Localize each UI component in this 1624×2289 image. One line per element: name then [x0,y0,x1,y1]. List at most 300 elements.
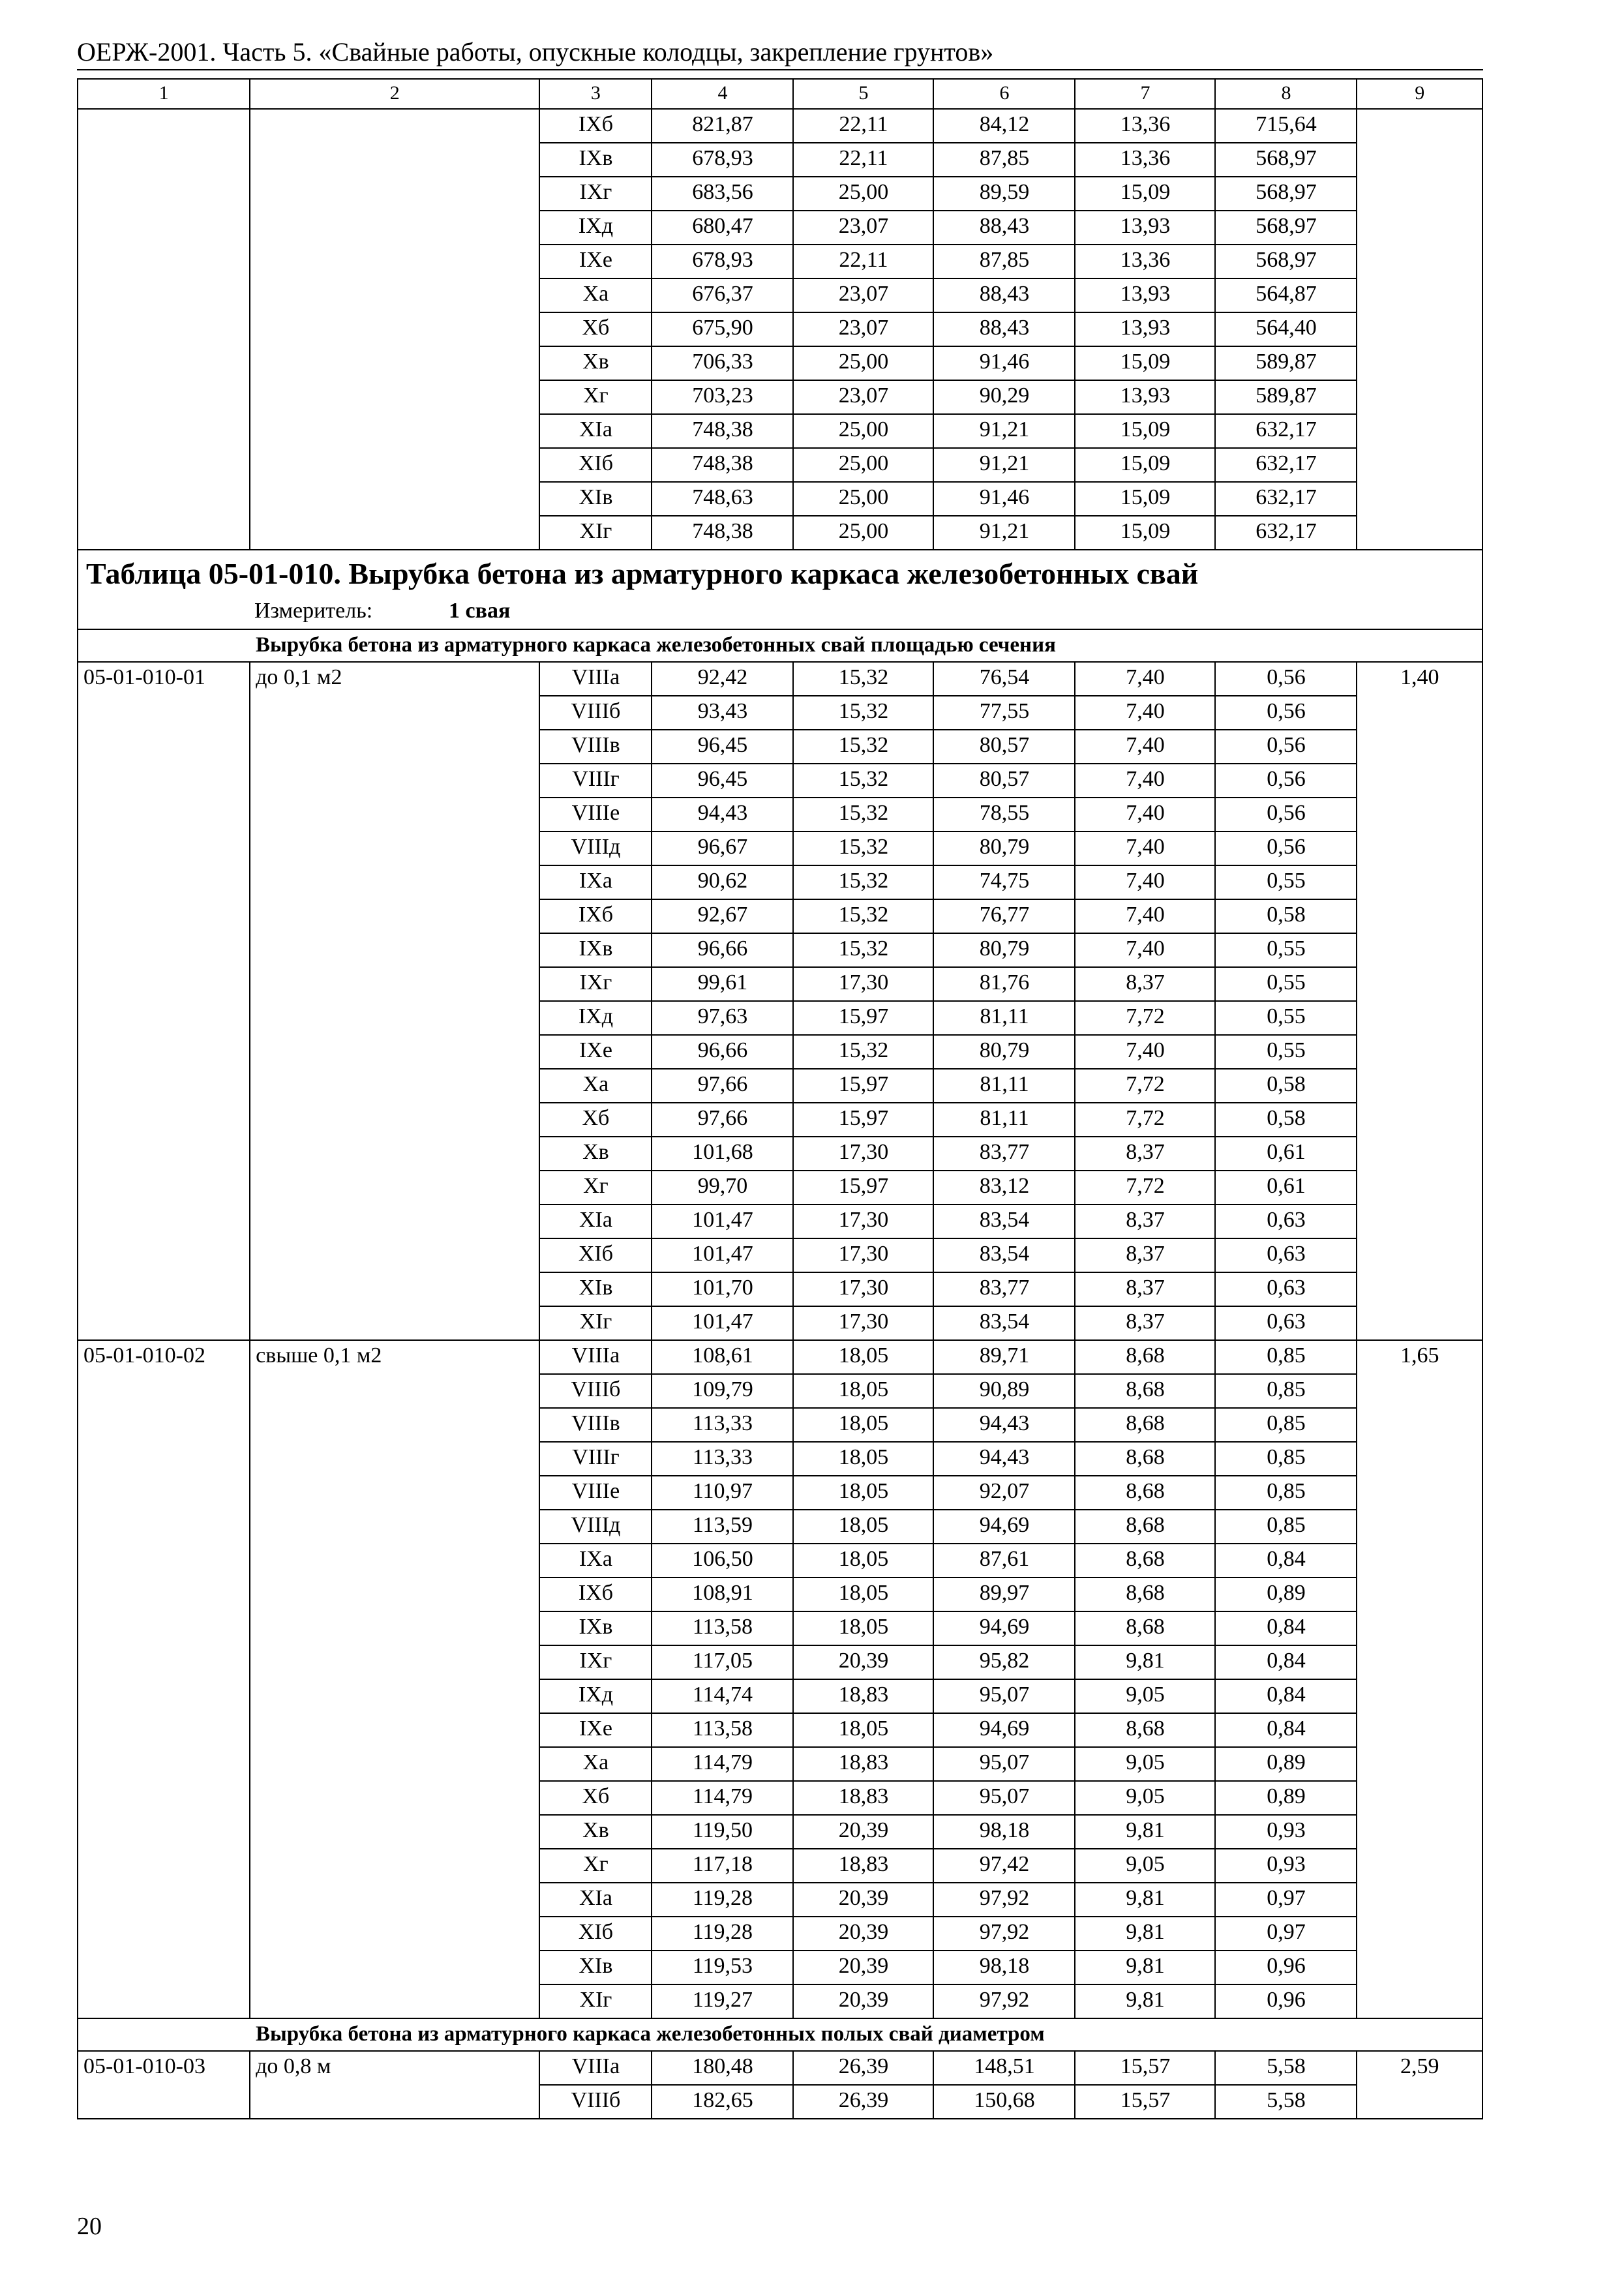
table-cell: 632,17 [1215,482,1357,516]
table-cell: 0,85 [1215,1374,1357,1408]
table-cell: 8,37 [1075,1204,1215,1238]
table-cell: 26,39 [793,2085,933,2119]
table-cell: 78,55 [933,798,1075,831]
table-cell: 148,51 [933,2051,1075,2085]
table-cell: 94,69 [933,1611,1075,1645]
table-cell: 83,54 [933,1204,1075,1238]
table-cell: 678,93 [652,245,793,278]
table-cell: 0,61 [1215,1137,1357,1171]
table-cell: 113,33 [652,1442,793,1476]
table-cell: VIIIг [539,764,652,798]
table-cell: 706,33 [652,346,793,380]
table-cell: Xб [539,312,652,346]
table-cell: 15,32 [793,662,933,696]
table-cell: VIIIб [539,2085,652,2119]
table-cell: VIIIг [539,1442,652,1476]
table-cell: 22,11 [793,143,933,177]
column-number: 9 [1357,79,1482,109]
table-cell: 0,96 [1215,1951,1357,1984]
table-cell: 821,87 [652,109,793,143]
table-cell: 0,63 [1215,1238,1357,1272]
table-title-cell [78,550,1482,629]
table-cell: 0,56 [1215,730,1357,764]
table-cell: 97,92 [933,1917,1075,1951]
column-number: 5 [793,79,933,109]
table-cell: 632,17 [1215,414,1357,448]
table-cell: 25,00 [793,482,933,516]
table-cell: 8,68 [1075,1544,1215,1578]
table-cell: 0,93 [1215,1849,1357,1883]
table-cell: 0,58 [1215,899,1357,933]
table-cell: 117,05 [652,1645,793,1679]
measure-label: Измеритель: [254,599,373,623]
table-cell: 99,70 [652,1171,793,1204]
table-cell: 7,40 [1075,798,1215,831]
table-cell: 96,67 [652,831,793,865]
table-cell: 97,42 [933,1849,1075,1883]
table-cell: 119,28 [652,1883,793,1917]
table-cell: 91,21 [933,516,1075,550]
table-cell: 113,58 [652,1611,793,1645]
table-cell: 748,38 [652,448,793,482]
table-cell: 8,37 [1075,1272,1215,1306]
table-cell: 18,83 [793,1849,933,1883]
table-cell: 15,57 [1075,2051,1215,2085]
table-cell: 83,54 [933,1306,1075,1340]
column-number: 1 [78,79,250,109]
table-cell: 101,70 [652,1272,793,1306]
table-cell: 0,85 [1215,1510,1357,1544]
table-cell: IXб [539,899,652,933]
table-cell: 25,00 [793,448,933,482]
table-cell: 589,87 [1215,380,1357,414]
table-cell: 7,40 [1075,1035,1215,1069]
table-cell: 678,93 [652,143,793,177]
table-cell: 15,32 [793,831,933,865]
table-cell: 0,84 [1215,1544,1357,1578]
table-cell: 101,47 [652,1204,793,1238]
table-cell: 87,61 [933,1544,1075,1578]
table-cell: 8,68 [1075,1611,1215,1645]
table-cell: IXг [539,177,652,211]
table-cell: 98,18 [933,1951,1075,1984]
page-header-title: ОЕРЖ-2001. Часть 5. «Свайные работы, опускные колодцы, закрепление грунтов» [77,37,994,67]
table-cell: 91,46 [933,346,1075,380]
table-cell: XIг [539,516,652,550]
column-number-row [78,79,1482,109]
table-cell: 109,79 [652,1374,793,1408]
table-cell: 568,97 [1215,177,1357,211]
table-cell: 7,40 [1075,831,1215,865]
table-cell: 113,59 [652,1510,793,1544]
table-cell: 8,68 [1075,1374,1215,1408]
table-cell: 0,96 [1215,1984,1357,2018]
table-cell: IXд [539,1001,652,1035]
table-cell: 80,57 [933,764,1075,798]
table-cell: 94,43 [933,1408,1075,1442]
table-cell: 0,84 [1215,1611,1357,1645]
table-cell: 7,72 [1075,1069,1215,1103]
table-cell: 0,97 [1215,1883,1357,1917]
table-cell: 15,32 [793,696,933,730]
table-cell: VIIIа [539,2051,652,2085]
section-title: Вырубка бетона из арматурного каркаса железобетонных свай площадью сечения [78,629,1482,662]
table-cell: 81,76 [933,967,1075,1001]
table-cell: 114,79 [652,1781,793,1815]
table-cell: 17,30 [793,967,933,1001]
table-cell: 22,11 [793,109,933,143]
table-cell: 7,40 [1075,662,1215,696]
table-cell: 703,23 [652,380,793,414]
table-cell: Xа [539,1747,652,1781]
table-cell: 0,89 [1215,1747,1357,1781]
table-cell: 18,05 [793,1578,933,1611]
table-cell: 97,66 [652,1069,793,1103]
table-cell: 0,56 [1215,764,1357,798]
table-cell: 15,09 [1075,177,1215,211]
table-cell: 25,00 [793,177,933,211]
table-cell: 92,67 [652,899,793,933]
table-cell: 80,57 [933,730,1075,764]
table-cell: 13,36 [1075,109,1215,143]
column-number: 4 [652,79,793,109]
table-cell: 676,37 [652,278,793,312]
table-cell: 119,27 [652,1984,793,2018]
table-cell: VIIIв [539,730,652,764]
table-cell: 95,07 [933,1679,1075,1713]
table-cell: 13,93 [1075,312,1215,346]
table-cell: XIв [539,1272,652,1306]
table-cell: 101,47 [652,1238,793,1272]
table-cell: 13,93 [1075,278,1215,312]
table-cell: 0,89 [1215,1578,1357,1611]
table-cell: 8,68 [1075,1476,1215,1510]
table-cell: 675,90 [652,312,793,346]
table-cell: XIа [539,1883,652,1917]
table-cell: 683,56 [652,177,793,211]
table-cell: 0,56 [1215,798,1357,831]
table-cell: 0,97 [1215,1917,1357,1951]
table-cell: 7,40 [1075,764,1215,798]
table-cell: 17,30 [793,1238,933,1272]
table-cell: 0,85 [1215,1408,1357,1442]
table-cell: 8,37 [1075,1137,1215,1171]
table-cell: 23,07 [793,211,933,245]
table-cell: 108,91 [652,1578,793,1611]
table-cell: 15,97 [793,1103,933,1137]
table-cell: 150,68 [933,2085,1075,2119]
table-cell: 18,05 [793,1544,933,1578]
table-cell: 20,39 [793,1917,933,1951]
table-cell: 15,32 [793,899,933,933]
table-cell: 15,32 [793,933,933,967]
table-cell: 91,21 [933,414,1075,448]
table-cell: 18,05 [793,1442,933,1476]
table-cell: 18,83 [793,1747,933,1781]
column-number: 3 [539,79,652,109]
table-cell: VIIIе [539,798,652,831]
item-col9: 1,65 [1357,1340,1482,2018]
table-cell: 97,92 [933,1883,1075,1917]
table-cell: Xг [539,1849,652,1883]
table-cell: VIIIе [539,1476,652,1510]
table-cell: 119,53 [652,1951,793,1984]
table-cell: Xа [539,1069,652,1103]
table-cell: VIIIд [539,831,652,865]
table-cell: 0,55 [1215,933,1357,967]
table-cell: 0,84 [1215,1645,1357,1679]
table-cell: 20,39 [793,1951,933,1984]
table-cell: 18,05 [793,1510,933,1544]
table-cell: 7,72 [1075,1001,1215,1035]
item-code: 05-01-010-01 [78,662,250,1340]
table-cell: 8,68 [1075,1340,1215,1374]
column-number: 6 [933,79,1075,109]
item-code: 05-01-010-03 [78,2051,250,2119]
table-cell: 15,57 [1075,2085,1215,2119]
table-cell: 9,05 [1075,1747,1215,1781]
header-rule [77,69,1483,70]
table-cell: 0,85 [1215,1340,1357,1374]
table-cell: 98,18 [933,1815,1075,1849]
table-cell: 15,32 [793,1035,933,1069]
table-row [78,2051,1482,2085]
table-cell: XIв [539,1951,652,1984]
table-cell: 15,97 [793,1001,933,1035]
table-cell: 18,05 [793,1374,933,1408]
table-cell: 180,48 [652,2051,793,2085]
table-cell: 13,93 [1075,380,1215,414]
table-heading: Таблица 05-01-010. Вырубка бетона из арматурного каркаса железобетонных свай [86,557,1199,590]
table-cell: Xб [539,1103,652,1137]
table-cell: 20,39 [793,1645,933,1679]
section-title-row [78,2018,1482,2051]
table-cell: 632,17 [1215,448,1357,482]
table-cell: 80,79 [933,933,1075,967]
table-cell: 8,68 [1075,1408,1215,1442]
table-cell: IXд [539,211,652,245]
table-cell: XIв [539,482,652,516]
table-cell: 22,11 [793,245,933,278]
table-cell: 568,97 [1215,211,1357,245]
table-cell: 84,12 [933,109,1075,143]
table-cell: 97,66 [652,1103,793,1137]
table-cell: Xг [539,1171,652,1204]
table-cell: 25,00 [793,346,933,380]
table-cell: 18,05 [793,1611,933,1645]
table-cell: 81,11 [933,1001,1075,1035]
table-cell: 80,79 [933,831,1075,865]
column-number: 8 [1215,79,1357,109]
column-number: 7 [1075,79,1215,109]
table-cell: 15,09 [1075,448,1215,482]
table-cell: 113,58 [652,1713,793,1747]
table-cell: IXв [539,1611,652,1645]
table-cell: 110,97 [652,1476,793,1510]
table-cell: 17,30 [793,1306,933,1340]
table-cell: 90,62 [652,865,793,899]
table-cell: 80,79 [933,1035,1075,1069]
table-cell: 87,85 [933,245,1075,278]
table-cell: XIб [539,448,652,482]
table-cell: VIIIа [539,1340,652,1374]
table-cell: 15,97 [793,1171,933,1204]
name-cell-empty [250,109,539,550]
table-row [78,109,1482,143]
table-cell: 0,56 [1215,662,1357,696]
table-cell: 90,29 [933,380,1075,414]
table-cell: 91,46 [933,482,1075,516]
table-cell: 81,11 [933,1069,1075,1103]
table-cell: 7,72 [1075,1171,1215,1204]
table-cell: 15,97 [793,1069,933,1103]
table-cell: IXг [539,967,652,1001]
table-cell: 715,64 [1215,109,1357,143]
table-cell: IXв [539,933,652,967]
table-cell: IXе [539,1713,652,1747]
table-cell: IXа [539,1544,652,1578]
table-cell: 23,07 [793,380,933,414]
table-cell: 5,58 [1215,2051,1357,2085]
table-cell: 8,37 [1075,1306,1215,1340]
table-cell: 114,74 [652,1679,793,1713]
table-cell: 9,05 [1075,1679,1215,1713]
table-cell: 182,65 [652,2085,793,2119]
table-cell: 7,40 [1075,696,1215,730]
table-cell: 18,05 [793,1476,933,1510]
table-cell: 0,85 [1215,1476,1357,1510]
table-cell: 91,21 [933,448,1075,482]
table-cell: 25,00 [793,414,933,448]
table-cell: 20,39 [793,1883,933,1917]
table-cell: XIб [539,1238,652,1272]
table-cell: 568,97 [1215,143,1357,177]
table-cell: IXб [539,109,652,143]
table-cell: 8,68 [1075,1510,1215,1544]
table-cell: 9,81 [1075,1883,1215,1917]
table-cell: 94,69 [933,1713,1075,1747]
table-cell: 748,63 [652,482,793,516]
table-cell: 0,55 [1215,865,1357,899]
item-name: до 0,1 м2 [250,662,539,1340]
table-cell: 26,39 [793,2051,933,2085]
table-title-row [78,550,1482,629]
table-cell: Xв [539,346,652,380]
table-cell: 101,47 [652,1306,793,1340]
table-cell: 83,12 [933,1171,1075,1204]
table-cell: Xб [539,1781,652,1815]
table-cell: 83,77 [933,1137,1075,1171]
table-cell: 0,89 [1215,1781,1357,1815]
table-cell: 119,50 [652,1815,793,1849]
table-cell: 748,38 [652,516,793,550]
measure-unit: 1 свая [449,599,511,623]
table-cell: 15,09 [1075,482,1215,516]
table-row [78,1340,1482,1374]
table-cell: 0,58 [1215,1103,1357,1137]
table-cell: IXб [539,1578,652,1611]
table-cell: 95,07 [933,1781,1075,1815]
table-cell: 18,83 [793,1781,933,1815]
table-cell: 108,61 [652,1340,793,1374]
table-cell: 119,28 [652,1917,793,1951]
table-cell: 15,09 [1075,516,1215,550]
table-cell: 9,81 [1075,1815,1215,1849]
table-cell: 9,05 [1075,1781,1215,1815]
table-cell: 23,07 [793,278,933,312]
col9-cell-empty [1357,109,1482,550]
table-cell: 101,68 [652,1137,793,1171]
table-cell: 96,45 [652,730,793,764]
table-cell: 0,56 [1215,696,1357,730]
table-cell: 76,54 [933,662,1075,696]
table-cell: 88,43 [933,278,1075,312]
table-cell: 20,39 [793,1984,933,2018]
table-cell: 96,66 [652,1035,793,1069]
table-cell: 17,30 [793,1272,933,1306]
table-cell: IXе [539,245,652,278]
section-title: Вырубка бетона из арматурного каркаса железобетонных полых свай диаметром [78,2018,1482,2051]
table-cell: 97,63 [652,1001,793,1035]
table-cell: 18,05 [793,1340,933,1374]
table-cell: 95,07 [933,1747,1075,1781]
table-cell: VIIIб [539,696,652,730]
table-cell: 89,59 [933,177,1075,211]
table-cell: 8,68 [1075,1578,1215,1611]
table-cell: 114,79 [652,1747,793,1781]
table-cell: 13,36 [1075,245,1215,278]
table-cell: 15,09 [1075,414,1215,448]
table-cell: 9,05 [1075,1849,1215,1883]
table-cell: 0,63 [1215,1306,1357,1340]
table-cell: 89,97 [933,1578,1075,1611]
table-cell: 0,58 [1215,1069,1357,1103]
table-cell: XIа [539,414,652,448]
table-cell: 0,61 [1215,1171,1357,1204]
table-cell: 568,97 [1215,245,1357,278]
table-cell: 9,81 [1075,1917,1215,1951]
table-cell: 17,30 [793,1204,933,1238]
table-row [78,662,1482,696]
table-cell: 87,85 [933,143,1075,177]
table-cell: 9,81 [1075,1645,1215,1679]
table-cell: 8,37 [1075,1238,1215,1272]
table-cell: 7,72 [1075,1103,1215,1137]
table-cell: 0,55 [1215,967,1357,1001]
table-cell: 680,47 [652,211,793,245]
page-number: 20 [77,2213,102,2240]
table-cell: 23,07 [793,312,933,346]
table-cell: 113,33 [652,1408,793,1442]
table-cell: 564,40 [1215,312,1357,346]
table-cell: 83,54 [933,1238,1075,1272]
table-cell: Xв [539,1137,652,1171]
table-cell: 81,11 [933,1103,1075,1137]
table-cell: VIIIд [539,1510,652,1544]
table-cell: 5,58 [1215,2085,1357,2119]
table-cell: 0,93 [1215,1815,1357,1849]
table-cell: 94,69 [933,1510,1075,1544]
table-cell: XIг [539,1306,652,1340]
table-cell: IXг [539,1645,652,1679]
table-cell: 25,00 [793,516,933,550]
rates-table [77,78,1483,2119]
table-cell: 20,39 [793,1815,933,1849]
table-cell: 117,18 [652,1849,793,1883]
table-cell: 589,87 [1215,346,1357,380]
table-cell: 88,43 [933,312,1075,346]
section-title-row [78,629,1482,662]
